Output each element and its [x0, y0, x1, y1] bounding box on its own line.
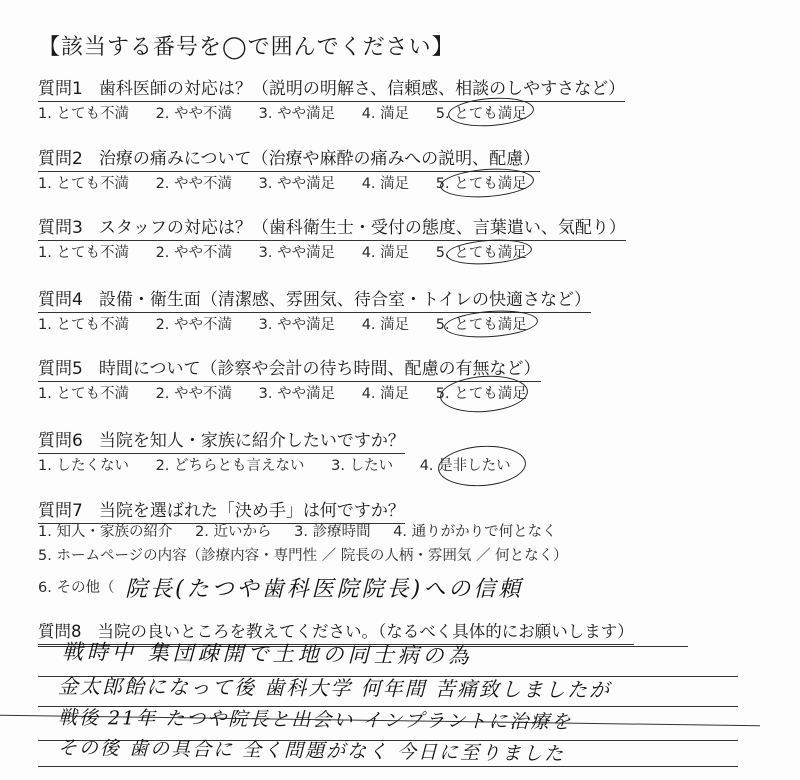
question-text: 設備・衛生面（清潔感、雰囲気、待合室・トイレの快適さなど）	[98, 290, 591, 310]
question-text: 治療の痛みについて（治療や麻酔の痛みへの説明、配慮）	[98, 149, 541, 169]
option-1[interactable]: 1. とても不満	[38, 176, 129, 192]
option-4[interactable]: 4. 通りがかりで何となく	[393, 524, 557, 540]
question-number: 質問2	[38, 149, 83, 169]
option-3[interactable]: 3. やや満足	[258, 317, 336, 333]
option-5[interactable]: 5. とても満足	[435, 245, 527, 261]
option-row-2	[38, 544, 568, 565]
question-text: 時間について（診察や会計の待ち時間、配慮の有無など）	[98, 359, 541, 379]
option-3[interactable]: 3. したい	[331, 458, 394, 474]
option-4[interactable]: 4. 満足	[361, 386, 410, 402]
option-4[interactable]: 4. 是非したい	[419, 458, 511, 474]
option-2[interactable]: 2. やや不満	[155, 245, 233, 261]
option-3[interactable]: 3. やや満足	[258, 106, 336, 122]
option-5[interactable]: 5. ホームページの内容（診療内容・専門性 ／ 院長の人柄・雰囲気 ／ 何となく）	[38, 548, 568, 564]
option-3[interactable]: 3. やや満足	[258, 176, 336, 192]
option-1[interactable]: 1. したくない	[38, 458, 129, 474]
question-heading	[38, 144, 540, 172]
option-3[interactable]: 3. やや満足	[258, 245, 336, 261]
option-1[interactable]: 1. とても不満	[38, 245, 129, 261]
question-heading	[38, 426, 405, 454]
option-1[interactable]: 1. とても不満	[38, 386, 129, 402]
option-4[interactable]: 4. 満足	[361, 245, 410, 261]
question-text: 当院の良いところを教えてください。（なるべく具体的にお願いします）	[97, 622, 634, 641]
question-heading	[38, 285, 591, 313]
question-number: 質問8	[38, 622, 82, 641]
answer-rule	[38, 766, 738, 767]
option-1[interactable]: 1. 知人・家族の紹介	[38, 524, 173, 540]
question-number: 質問3	[38, 218, 83, 238]
question-text: 当院を選ばれた「決め手」は何ですか？	[98, 501, 405, 521]
question-number: 質問5	[38, 359, 83, 379]
question-number: 質問7	[38, 501, 83, 521]
option-4[interactable]: 4. 満足	[361, 317, 410, 333]
option-4[interactable]: 4. 満足	[361, 176, 410, 192]
option-2[interactable]: 2. やや不満	[155, 317, 233, 333]
option-2[interactable]: 2. やや不満	[155, 106, 233, 122]
option-5[interactable]: 5. とても満足	[435, 106, 527, 122]
question-text: 歯科医師の対応は？（説明の明解さ、信頼感、相談のしやすさなど）	[98, 79, 626, 99]
option-5[interactable]: 5. とても満足	[435, 317, 527, 333]
option-3[interactable]: 3. やや満足	[258, 386, 336, 402]
handwritten-answer-line-4: その後 歯の具合に 全く問題がなく 今日に至りました	[57, 736, 566, 766]
option-5[interactable]: 5. とても満足	[435, 386, 527, 402]
handwritten-answer-line-1: 戦時中 集団疎開で土地の同士病の為	[61, 639, 473, 669]
option-2[interactable]: 2. どちらとも言えない	[155, 458, 305, 474]
option-2[interactable]: 2. やや不満	[155, 176, 233, 192]
selected-circle	[437, 443, 528, 489]
option-2[interactable]: 2. 近いから	[195, 524, 272, 540]
question-heading	[38, 213, 626, 241]
question-number: 質問1	[38, 79, 83, 99]
handwritten-answer-line-2: 金太郎飴になって後 歯科大学 何年間 苦痛致しましたが	[57, 674, 612, 702]
option-5[interactable]: 5. とても満足	[435, 176, 527, 192]
question-heading	[38, 74, 625, 102]
option-2[interactable]: 2. やや不満	[155, 386, 233, 402]
question-number: 質問4	[38, 290, 83, 310]
handwritten-answer-line-3: 戦後 21年 たつや院長と出会い インプラントに治療を	[57, 706, 573, 734]
option-1[interactable]: 1. とても不満	[38, 317, 129, 333]
question-text: スタッフの対応は？（歯科衛生士・受付の態度、言葉遣い、気配り）	[98, 218, 626, 238]
option-1[interactable]: 1. とても不満	[38, 106, 129, 122]
page-title: 【該当する番号を◯で囲んでください】	[38, 35, 455, 60]
option-row-3	[38, 568, 524, 602]
option-6[interactable]: 6. その他（	[38, 580, 115, 596]
option-3[interactable]: 3. 診療時間	[294, 524, 371, 540]
option-4[interactable]: 4. 満足	[361, 106, 410, 122]
question-text: 当院を知人・家族に紹介したいですか？	[98, 431, 405, 451]
question-number: 質問6	[38, 431, 83, 451]
option-row-1	[38, 520, 575, 541]
handwritten-other-answer: 院長(たつや歯科医院院長)への信頼	[125, 577, 524, 602]
